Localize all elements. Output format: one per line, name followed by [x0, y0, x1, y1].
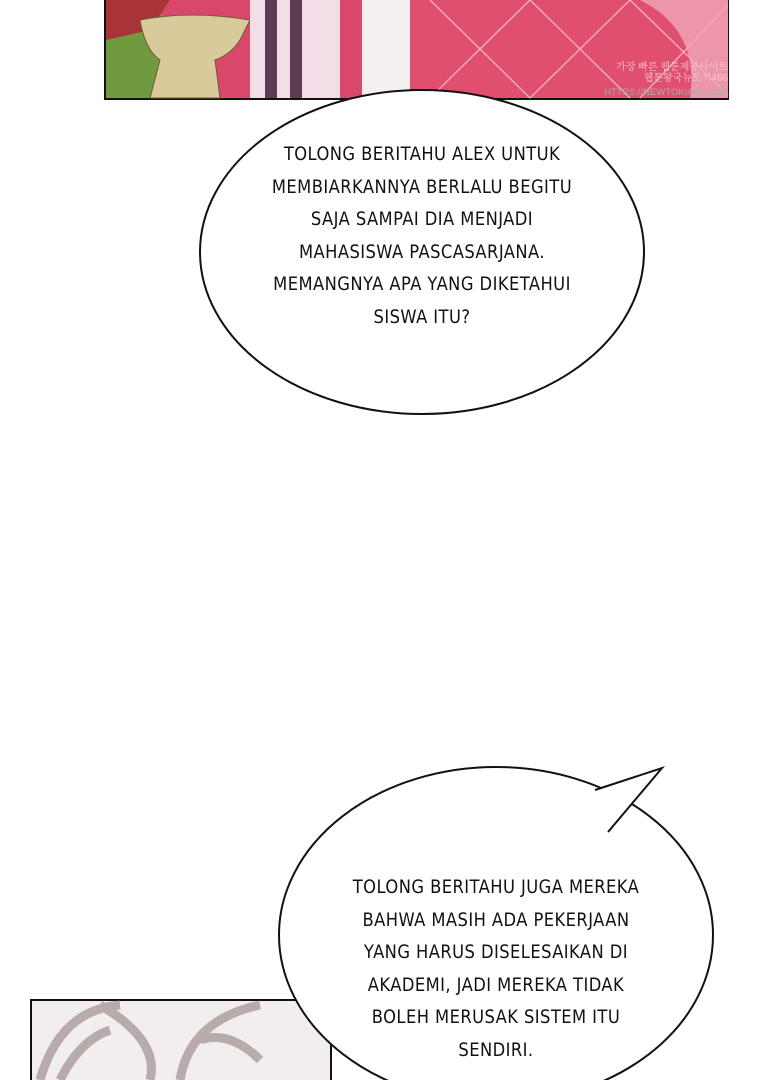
- text-line: SENDIRI.: [458, 1038, 534, 1061]
- text-line: TOLONG BERITAHU ALEX UNTUK: [283, 143, 561, 165]
- watermark-line1: 가장 빠른 웹툰제공사이트: [616, 62, 728, 73]
- bubble-1-text: [216, 138, 629, 333]
- watermark: [592, 62, 728, 100]
- text-line: MAHASISWA PASCASARJANA.: [298, 240, 545, 263]
- text-line: BAHWA MASIH ADA PEKERJAAN: [362, 908, 630, 931]
- text-line: YANG HARUS DISELESAIKAN DI: [363, 941, 629, 963]
- text-line: AKADEMI, JADI MEREKA TIDAK: [367, 973, 625, 996]
- bubble-2-text: [290, 871, 703, 1066]
- bottom-panel: [31, 1000, 331, 1080]
- text-line: SISWA ITU?: [373, 305, 471, 328]
- text-line: MEMBIARKANNYA BERLALU BEGITU: [271, 175, 573, 198]
- text-line: SAJA SAMPAI DIA MENJADI: [310, 208, 534, 230]
- text-line: MEMANGNYA APA YANG DIKETAHUI: [273, 273, 571, 295]
- watermark-url: HTTPS://NEWTOKI466.COM: [604, 87, 728, 98]
- watermark-line2: 웹툰왕국뉴토끼466: [643, 73, 728, 84]
- text-line: BOLEH MERUSAK SISTEM ITU: [371, 1006, 621, 1028]
- text-line: TOLONG BERITAHU JUGA MEREKA: [352, 876, 640, 898]
